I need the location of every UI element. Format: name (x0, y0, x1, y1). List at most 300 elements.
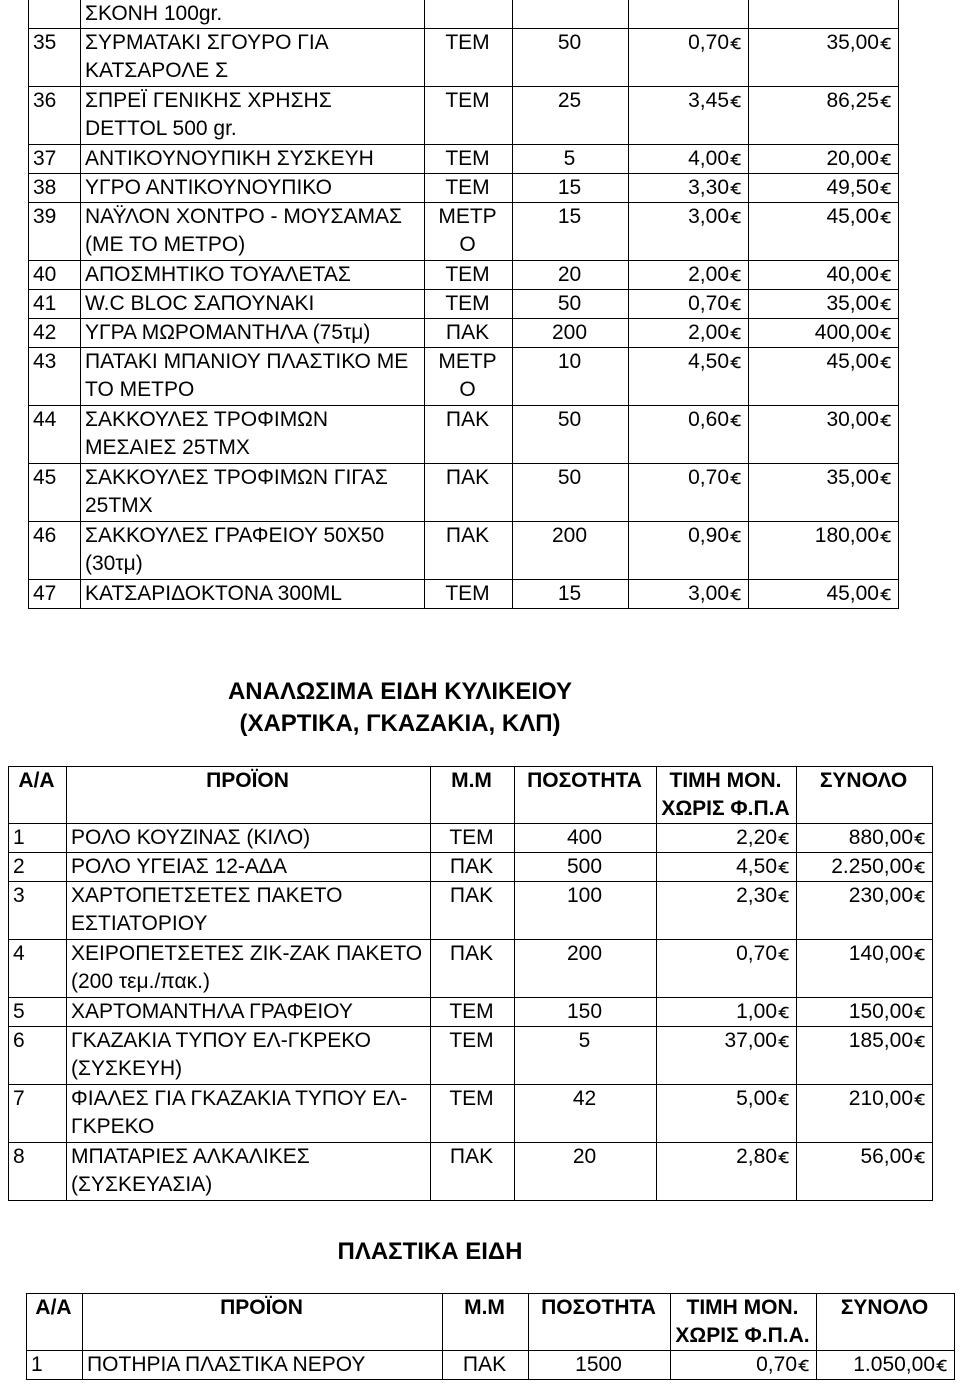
euro-sign-icon (777, 942, 790, 965)
unit-price (629, 0, 749, 29)
unit-of-measure (425, 174, 513, 203)
unit-of-measure (425, 464, 513, 522)
unit-price (657, 1027, 797, 1085)
products-table-plastics (26, 1293, 955, 1380)
unit-of-measure (425, 0, 513, 29)
product-name (81, 145, 425, 174)
product-name (81, 29, 425, 87)
total-amount-text: 230,00 (848, 884, 913, 907)
row-number-text: 36 (33, 89, 57, 112)
header-no: Α/Α (9, 767, 67, 824)
euro-sign-icon (729, 176, 742, 199)
unit-of-measure-text: ΤΕΜ (445, 147, 490, 170)
euro-sign-icon (777, 1145, 790, 1168)
unit-of-measure (425, 580, 513, 609)
unit-price-text: 0,70 (688, 292, 729, 315)
row-number-text: 38 (33, 176, 57, 199)
unit-of-measure-text: ΤΕΜ (445, 89, 490, 112)
row-number (9, 1085, 67, 1143)
quantity-text: 15 (557, 205, 582, 228)
euro-sign-icon (879, 350, 892, 373)
total-amount-text: 140,00 (848, 942, 913, 965)
row-number-text: 46 (33, 524, 57, 547)
product-name-text: ΥΓΡΟ ΑΝΤΙΚΟΥΝΟΥΠΙΚΟ (85, 176, 332, 199)
total-amount (749, 319, 899, 348)
header-product: ΠΡΟΪΟΝ (83, 1294, 443, 1351)
quantity (515, 853, 657, 882)
total-amount-text: 49,50 (826, 176, 879, 199)
unit-price-text: 0,70 (756, 1353, 797, 1376)
unit-of-measure (425, 87, 513, 145)
row-number-text: 44 (33, 408, 57, 431)
table-row (29, 406, 899, 464)
unit-price-text: 2,30 (736, 884, 777, 907)
row-number-text: 35 (33, 31, 57, 54)
quantity-text: 400 (566, 826, 603, 849)
unit-of-measure-text: ΠΑΚ (449, 855, 494, 878)
unit-of-measure-text: ΠΑΚ (449, 884, 494, 907)
euro-sign-icon (879, 408, 892, 431)
quantity-text: 500 (566, 855, 603, 878)
total-amount (749, 522, 899, 580)
product-name (81, 580, 425, 609)
table-row (29, 0, 899, 29)
row-number-text: 41 (33, 292, 57, 315)
euro-sign-icon (777, 826, 790, 849)
table-row (29, 348, 899, 406)
total-amount-text: 35,00 (826, 292, 879, 315)
product-name (81, 290, 425, 319)
table-row (9, 1027, 933, 1085)
euro-sign-icon (913, 826, 926, 849)
total-amount (797, 998, 933, 1027)
unit-of-measure (425, 348, 513, 406)
total-amount-text: 45,00 (826, 582, 879, 605)
euro-sign-icon (879, 263, 892, 286)
row-number-text: 3 (13, 884, 25, 907)
unit-of-measure-text: ΤΕΜ (449, 826, 494, 849)
row-number-text: 37 (33, 147, 57, 170)
euro-sign-icon (777, 1029, 790, 1052)
row-number-text: 7 (13, 1087, 25, 1110)
row-number (29, 406, 81, 464)
product-name-text: ΣΥΡΜΑΤΑΚΙ ΣΓΟΥΡΟ ΓΙΑ ΚΑΤΣΑΡΟΛΕ Σ (85, 31, 328, 82)
total-amount (749, 580, 899, 609)
total-amount (817, 1351, 955, 1380)
quantity-text: 15 (557, 176, 582, 199)
header-product: ΠΡΟΪΟΝ (67, 767, 431, 824)
unit-of-measure (431, 940, 515, 998)
product-name (67, 1143, 431, 1201)
product-name (67, 882, 431, 940)
products-table-consumables (8, 766, 933, 1201)
total-amount-text: 2.250,00 (831, 855, 913, 878)
quantity (515, 1027, 657, 1085)
quantity-text: 25 (557, 89, 582, 112)
euro-sign-icon (879, 466, 892, 489)
total-amount (749, 203, 899, 261)
unit-price (629, 203, 749, 261)
quantity-text: 200 (551, 321, 588, 344)
euro-sign-icon (913, 1145, 926, 1168)
unit-of-measure (431, 1143, 515, 1201)
product-name-text: ΓΚΑΖΑΚΙΑ ΤΥΠΟΥ ΕΛ-ΓΚΡΕΚΟ (ΣΥΣΚΕΥΗ) (71, 1029, 371, 1080)
table-row (29, 290, 899, 319)
row-number (29, 203, 81, 261)
row-number-text: 45 (33, 466, 57, 489)
unit-of-measure (443, 1351, 529, 1380)
products-table-cleaning-body (29, 0, 899, 609)
quantity-text: 200 (551, 524, 588, 547)
unit-price (657, 1085, 797, 1143)
quantity (513, 348, 629, 406)
table-row (9, 998, 933, 1027)
unit-price (629, 29, 749, 87)
quantity (513, 290, 629, 319)
table-row (29, 174, 899, 203)
quantity-text: 50 (557, 31, 582, 54)
euro-sign-icon (797, 1353, 810, 1376)
unit-price (629, 145, 749, 174)
euro-sign-icon (879, 205, 892, 228)
total-amount (749, 406, 899, 464)
row-number-text: 39 (33, 205, 57, 228)
unit-price (629, 319, 749, 348)
product-name-text: ΧΑΡΤΟΜΑΝΤΗΛΑ ΓΡΑΦΕΙΟΥ (71, 1000, 353, 1023)
unit-of-measure-text: ΠΑΚ (445, 408, 490, 431)
unit-of-measure (425, 261, 513, 290)
quantity-text: 15 (557, 582, 582, 605)
quantity-text: 100 (566, 884, 603, 907)
row-number (29, 580, 81, 609)
table-row (29, 145, 899, 174)
product-name-text: ΧΕΙΡΟΠΕΤΣΕΤΕΣ ΖΙΚ-ΖΑΚ ΠΑΚΕΤΟ (200 τεμ./πακ.) (71, 942, 423, 993)
unit-of-measure (425, 406, 513, 464)
row-number (29, 290, 81, 319)
product-name (81, 464, 425, 522)
unit-of-measure-text: ΤΕΜ (449, 1087, 494, 1110)
row-number (29, 174, 81, 203)
row-number-text: 43 (33, 350, 57, 373)
row-number (29, 145, 81, 174)
header-unit-price: ΤΙΜΗ ΜΟΝ. ΧΩΡΙΣ Φ.Π.Α (657, 767, 797, 824)
euro-sign-icon (935, 1353, 948, 1376)
table-row (27, 1351, 955, 1380)
quantity (513, 580, 629, 609)
row-number (29, 87, 81, 145)
product-name-text: ΧΑΡΤΟΠΕΤΣΕΤΕΣ ΠΑΚΕΤΟ ΕΣΤΙΑΤΟΡΙΟΥ (71, 884, 343, 935)
table-row (29, 203, 899, 261)
unit-price-text: 3,00 (688, 582, 729, 605)
product-name (81, 319, 425, 348)
quantity (513, 29, 629, 87)
header-total: ΣΥΝΟΛΟ (817, 1294, 955, 1351)
quantity (515, 1143, 657, 1201)
unit-price-text: 2,20 (736, 826, 777, 849)
quantity (513, 145, 629, 174)
euro-sign-icon (879, 89, 892, 112)
total-amount (749, 87, 899, 145)
euro-sign-icon (913, 942, 926, 965)
row-number-text: 6 (13, 1029, 25, 1052)
unit-of-measure (431, 998, 515, 1027)
euro-sign-icon (913, 1029, 926, 1052)
quantity (515, 824, 657, 853)
euro-sign-icon (729, 263, 742, 286)
total-amount (797, 882, 933, 940)
unit-price-text: 0,90 (688, 524, 729, 547)
total-amount (749, 464, 899, 522)
total-amount (749, 290, 899, 319)
euro-sign-icon (913, 855, 926, 878)
unit-of-measure-text: ΠΑΚ (445, 321, 490, 344)
product-name-text: ΡΟΛΟ ΚΟΥΖΙΝΑΣ (ΚΙΛΟ) (71, 826, 311, 849)
total-amount (749, 0, 899, 29)
row-number (9, 940, 67, 998)
row-number (9, 824, 67, 853)
unit-price-text: 4,00 (688, 147, 729, 170)
unit-price-text: 37,00 (724, 1029, 777, 1052)
unit-price (629, 406, 749, 464)
section-title-plastics: ΠΛΑΣΤΙΚΑ ΕΙΔΗ (337, 1238, 523, 1265)
row-number (29, 348, 81, 406)
total-amount-text: 86,25 (826, 89, 879, 112)
unit-of-measure-text: ΜΕΤΡ Ο (438, 350, 497, 401)
euro-sign-icon (777, 884, 790, 907)
quantity (515, 882, 657, 940)
product-name (81, 261, 425, 290)
unit-of-measure-text: ΤΕΜ (445, 263, 490, 286)
row-number (29, 0, 81, 29)
total-amount (797, 1143, 933, 1201)
row-number-text: 42 (33, 321, 57, 344)
euro-sign-icon (729, 466, 742, 489)
quantity-text: 200 (566, 942, 603, 965)
euro-sign-icon (879, 147, 892, 170)
unit-price (629, 522, 749, 580)
euro-sign-icon (879, 176, 892, 199)
table-row (29, 580, 899, 609)
product-name (67, 1027, 431, 1085)
table-row (9, 882, 933, 940)
total-amount-text: 56,00 (860, 1145, 913, 1168)
euro-sign-icon (879, 31, 892, 54)
unit-of-measure-text: ΤΕΜ (445, 582, 490, 605)
euro-sign-icon (913, 884, 926, 907)
product-name (67, 1085, 431, 1143)
table-row (29, 319, 899, 348)
unit-price (657, 940, 797, 998)
product-name (67, 853, 431, 882)
table-row (9, 1085, 933, 1143)
product-name-text: ΣΑΚΚΟΥΛΕΣ ΤΡΟΦΙΜΩΝ ΓΙΓΑΣ 25ΤΜΧ (85, 466, 388, 517)
table-row (9, 853, 933, 882)
product-name-text: ΣΠΡΕΪ ΓΕΝΙΚΗΣ ΧΡΗΣΗΣ DETTOL 500 gr. (85, 89, 332, 140)
total-amount-text: 35,00 (826, 466, 879, 489)
euro-sign-icon (729, 31, 742, 54)
total-amount-text: 35,00 (826, 31, 879, 54)
header-no: Α/Α (27, 1294, 83, 1351)
product-name-text: ΠΑΤΑΚΙ ΜΠΑΝΙΟΥ ΠΛΑΣΤΙΚΟ ΜΕ ΤΟ ΜΕΤΡΟ (85, 350, 409, 401)
euro-sign-icon (777, 1087, 790, 1110)
unit-price-text: 3,30 (688, 176, 729, 199)
quantity-text: 42 (572, 1087, 597, 1110)
unit-of-measure-text: ΤΕΜ (445, 176, 490, 199)
quantity (515, 940, 657, 998)
header-unit: Μ.Μ (431, 767, 515, 824)
unit-of-measure-text: ΠΑΚ (445, 524, 490, 547)
unit-price (629, 87, 749, 145)
table-row (9, 824, 933, 853)
total-amount-text: 40,00 (826, 263, 879, 286)
unit-of-measure (431, 1027, 515, 1085)
euro-sign-icon (729, 292, 742, 315)
product-name (81, 174, 425, 203)
quantity-text: 5 (578, 1029, 591, 1052)
total-amount (797, 824, 933, 853)
row-number-text: 40 (33, 263, 57, 286)
total-amount-text: 185,00 (848, 1029, 913, 1052)
product-name-text: ΑΠΟΣΜΗΤΙΚΟ ΤΟΥΑΛΕΤΑΣ (85, 263, 351, 286)
row-number (29, 29, 81, 87)
total-amount-text: 180,00 (814, 524, 879, 547)
product-name (81, 522, 425, 580)
unit-of-measure-text: ΠΑΚ (462, 1353, 507, 1376)
total-amount-text: 45,00 (826, 350, 879, 373)
unit-price (657, 998, 797, 1027)
total-amount-text: 30,00 (826, 408, 879, 431)
product-name-text: ΜΠΑΤΑΡΙΕΣ ΑΛΚΑΛΙΚΕΣ (ΣΥΣΚΕΥΑΣΙΑ) (71, 1145, 310, 1196)
total-amount (749, 348, 899, 406)
quantity (513, 174, 629, 203)
unit-of-measure-text: ΠΑΚ (445, 466, 490, 489)
unit-of-measure (425, 290, 513, 319)
table-row (29, 464, 899, 522)
quantity (515, 998, 657, 1027)
unit-price (657, 882, 797, 940)
product-name (67, 998, 431, 1027)
total-amount (749, 29, 899, 87)
euro-sign-icon (729, 205, 742, 228)
products-table-plastics-body (27, 1351, 955, 1380)
section-title-line-2: (ΧΑΡΤΙΚΑ, ΓΚΑΖΑΚΙΑ, ΚΛΠ) (239, 710, 561, 737)
euro-sign-icon (777, 855, 790, 878)
unit-price-text: 3,45 (688, 89, 729, 112)
total-amount (797, 853, 933, 882)
quantity (513, 319, 629, 348)
unit-of-measure-text: ΤΕΜ (445, 292, 490, 315)
unit-of-measure-text: ΤΕΜ (449, 1000, 494, 1023)
euro-sign-icon (729, 524, 742, 547)
euro-sign-icon (879, 524, 892, 547)
row-number (9, 882, 67, 940)
unit-price-text: 4,50 (688, 350, 729, 373)
product-name-text: ΣΑΚΚΟΥΛΕΣ ΓΡΑΦΕΙΟΥ 50Χ50 (30τμ) (85, 524, 385, 575)
unit-price (629, 580, 749, 609)
product-name (67, 824, 431, 853)
unit-price (629, 464, 749, 522)
unit-of-measure-text: ΜΕΤΡ Ο (438, 205, 497, 256)
row-number-text: 5 (13, 1000, 25, 1023)
total-amount-text: 400,00 (814, 321, 879, 344)
quantity-text: 50 (557, 292, 582, 315)
quantity-text: 5 (563, 147, 576, 170)
unit-of-measure (425, 29, 513, 87)
unit-of-measure-text: ΤΕΜ (449, 1029, 494, 1052)
euro-sign-icon (729, 321, 742, 344)
products-table-cleaning (28, 0, 899, 609)
table-header-row (27, 1294, 955, 1351)
table-row (29, 522, 899, 580)
unit-price-text: 2,80 (736, 1145, 777, 1168)
unit-price-text: 2,00 (688, 263, 729, 286)
unit-of-measure-text: ΠΑΚ (449, 942, 494, 965)
unit-price-text: 4,50 (736, 855, 777, 878)
unit-price (657, 824, 797, 853)
product-name-text: ΝΑΫΛΟΝ ΧΟΝΤΡΟ - ΜΟΥΣΑΜΑΣ (ΜΕ ΤΟ ΜΕΤΡΟ) (85, 205, 402, 256)
header-quantity: ΠΟΣΟΤΗΤΑ (515, 767, 657, 824)
quantity (513, 0, 629, 29)
unit-price-text: 0,70 (688, 466, 729, 489)
euro-sign-icon (777, 1000, 790, 1023)
unit-of-measure-text: ΠΑΚ (449, 1145, 494, 1168)
product-name (81, 203, 425, 261)
unit-price-text: 3,00 (688, 205, 729, 228)
euro-sign-icon (913, 1087, 926, 1110)
quantity-text: 20 (557, 263, 582, 286)
product-name-text: ΚΑΤΣΑΡΙΔΟΚΤΟΝΑ 300ML (85, 582, 342, 605)
euro-sign-icon (879, 321, 892, 344)
unit-of-measure (425, 522, 513, 580)
total-amount-text: 20,00 (826, 147, 879, 170)
total-amount-text: 210,00 (848, 1087, 913, 1110)
total-amount-text: 1.050,00 (853, 1353, 935, 1376)
unit-price (657, 1143, 797, 1201)
products-table-consumables-body (9, 824, 933, 1201)
quantity (513, 464, 629, 522)
product-name-text: ΥΓΡΑ ΜΩΡΟΜΑΝΤΗΛΑ (75τμ) (85, 321, 371, 344)
unit-price (629, 348, 749, 406)
quantity-text: 10 (557, 350, 582, 373)
product-name (81, 0, 425, 29)
unit-price (657, 853, 797, 882)
quantity (513, 87, 629, 145)
product-name-text: ΠΟΤΗΡΙΑ ΠΛΑΣΤΙΚΑ ΝΕΡΟΥ (87, 1353, 366, 1376)
product-name-text: ΡΟΛΟ ΥΓΕΙΑΣ 12-ΑΔΑ (71, 855, 287, 878)
unit-of-measure (425, 319, 513, 348)
unit-of-measure-text: ΤΕΜ (445, 31, 490, 54)
product-name (81, 406, 425, 464)
header-quantity: ΠΟΣΟΤΗΤΑ (529, 1294, 671, 1351)
unit-of-measure (431, 882, 515, 940)
total-amount (797, 1027, 933, 1085)
total-amount (797, 940, 933, 998)
table-row (29, 29, 899, 87)
section-title-consumables (150, 676, 650, 740)
table-row (9, 940, 933, 998)
unit-price (629, 290, 749, 319)
product-name-text: ΣΚΟΝΗ 100gr. (85, 2, 223, 25)
unit-price-text: 5,00 (736, 1087, 777, 1110)
euro-sign-icon (729, 89, 742, 112)
unit-price (671, 1351, 817, 1380)
row-number-text: 47 (33, 582, 57, 605)
unit-of-measure (431, 824, 515, 853)
product-name (81, 348, 425, 406)
unit-price (629, 261, 749, 290)
quantity (513, 203, 629, 261)
unit-price-text: 0,60 (688, 408, 729, 431)
